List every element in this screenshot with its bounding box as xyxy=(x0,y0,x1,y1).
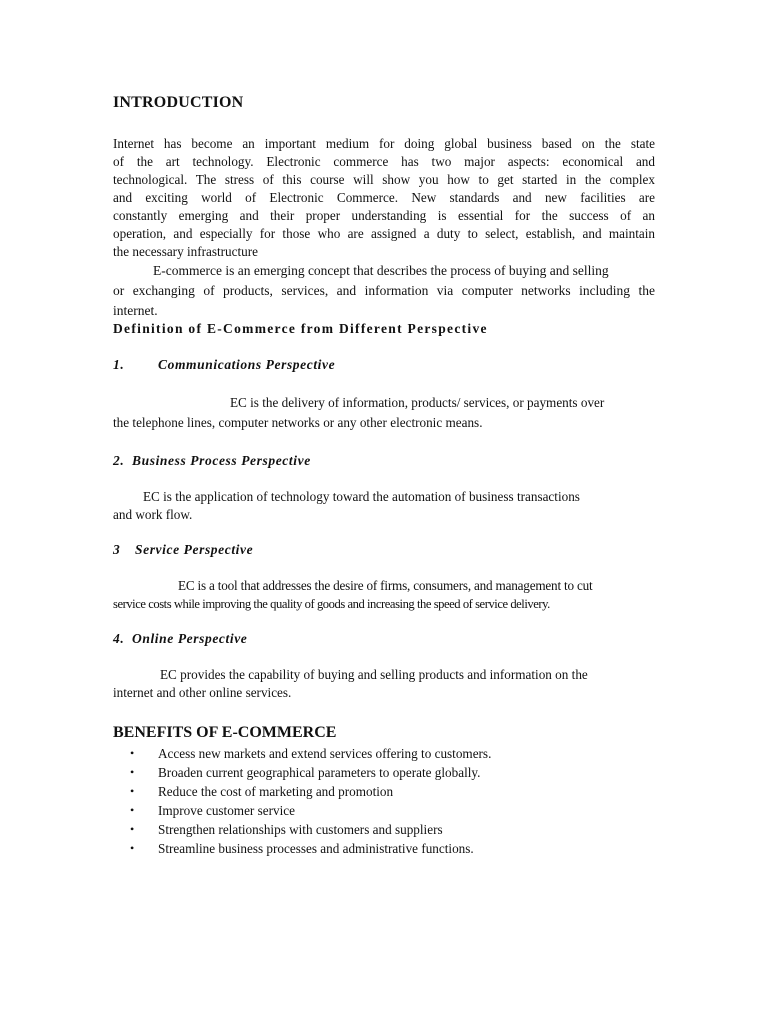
list-item xyxy=(130,763,491,782)
ecommerce-definition-line: internet. xyxy=(113,303,158,318)
bullet-icon: • xyxy=(130,841,135,855)
list-item xyxy=(130,839,491,858)
perspective-title: Business Process Perspective xyxy=(132,453,311,468)
list-item-text: Improve customer service xyxy=(158,803,295,818)
bullet-icon: • xyxy=(130,822,135,836)
perspective-number: 2. xyxy=(113,453,125,468)
paragraph-line: of the art technology. Electronic commerce has two major aspects: economical and xyxy=(113,154,655,169)
perspective-number: 4. xyxy=(113,631,125,646)
perspective-title: Online Perspective xyxy=(132,631,248,646)
perspective-text: the telephone lines, computer networks or any other electronic means. xyxy=(113,415,483,430)
bullet-icon: • xyxy=(130,746,135,760)
list-item xyxy=(130,801,491,820)
perspective-text: EC is the delivery of information, products/ services, or payments over xyxy=(230,395,605,410)
list-item xyxy=(130,782,491,801)
paragraph-line: technological. The stress of this course will show you how to get started in the complex xyxy=(113,172,655,187)
definition-heading: Definition of E-Commerce from Different Perspective xyxy=(113,321,488,336)
list-item-text: Streamline business processes and administrative functions. xyxy=(158,841,474,856)
list-item xyxy=(130,744,491,763)
benefits-heading: BENEFITS OF E-COMMERCE xyxy=(113,724,337,741)
bullet-icon: • xyxy=(130,803,135,817)
perspective-text: service costs while improving the quality of goods and increasing the speed of service delivery. xyxy=(113,597,550,611)
introduction-paragraph xyxy=(113,135,655,261)
introduction-heading: INTRODUCTION xyxy=(113,94,244,111)
list-item-text: Broaden current geographical parameters to operate globally. xyxy=(158,765,481,780)
list-item-text: Strengthen relationships with customers and suppliers xyxy=(158,822,443,837)
paragraph-line: and exciting world of Electronic Commerce. New standards and new facilities are xyxy=(113,190,655,205)
perspective-text: EC is a tool that addresses the desire of firms, consumers, and management to cut xyxy=(178,578,593,593)
list-item xyxy=(130,820,491,839)
paragraph-line: the necessary infrastructure xyxy=(113,244,258,259)
perspective-title: Communications Perspective xyxy=(158,357,336,372)
ecommerce-definition-line: E-commerce is an emerging concept that describes the process of buying and selling xyxy=(153,263,609,278)
bullet-icon: • xyxy=(130,765,135,779)
paragraph-line: Internet has become an important medium for doing global business based on the state xyxy=(113,136,655,151)
bullet-icon: • xyxy=(130,784,135,798)
list-item-text: Access new markets and extend services offering to customers. xyxy=(158,746,492,761)
perspective-text: internet and other online services. xyxy=(113,685,292,700)
perspective-number: 1. xyxy=(113,357,125,372)
perspective-text: and work flow. xyxy=(113,507,193,522)
paragraph-line: constantly emerging and their proper understanding is essential for the success of an xyxy=(113,208,655,223)
perspective-text: EC provides the capability of buying and selling products and information on the xyxy=(160,667,588,682)
perspective-text: EC is the application of technology toward the automation of business transactions xyxy=(143,489,580,504)
perspective-number: 3 xyxy=(113,542,121,557)
benefits-list xyxy=(130,744,491,858)
list-item-text: Reduce the cost of marketing and promotion xyxy=(158,784,394,799)
ecommerce-definition-line: or exchanging of products, services, and information via computer networks including the xyxy=(113,283,655,298)
paragraph-line: operation, and especially for those who are assigned a duty to select, establish, and maintain xyxy=(113,226,655,241)
perspective-title: Service Perspective xyxy=(135,542,254,557)
